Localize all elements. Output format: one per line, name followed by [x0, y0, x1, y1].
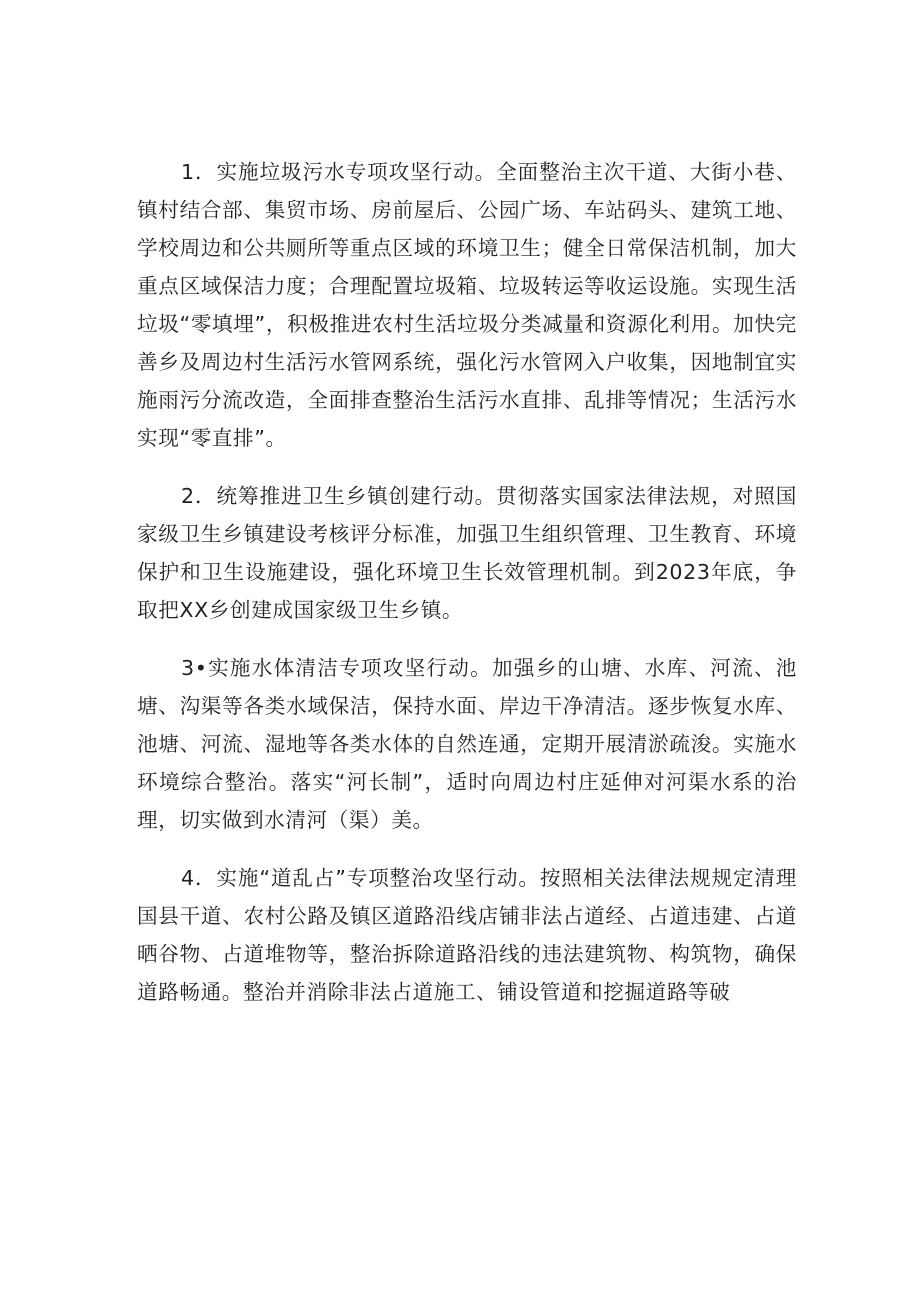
- paragraph-3: 3•实施水体清洁专项攻坚行动。加强乡的山塘、水库、河流、池塘、沟渠等各类水域保洁，保持水面、岸边干净清洁。逐步恢复水库、池塘、河流、湿地等各类水体的自然连通，定期开展清淤疏浚。实施水环境综合整治。落实“河长制”，适时向周边村庄延伸对河渠水系的治理，切实做到水清河（渠）美。: [137, 656, 797, 832]
- paragraph-4: 4．实施“道乱占”专项整治攻坚行动。按照相关法律法规规定清理国县干道、农村公路及镇区道路沿线店铺非法占道经、占道违建、占道晒谷物、占道堆物等，整治拆除道路沿线的违法建筑物、构筑物，确保道路畅通。整治并消除非法占道施工、铺设管道和挖掘道路等破: [137, 866, 797, 1004]
- document-body: [137, 153, 797, 1031]
- paragraph-2: 2．统筹推进卫生乡镇创建行动。贯彻落实国家法律法规，对照国家级卫生乡镇建设考核评分标准，加强卫生组织管理、卫生教育、环境保护和卫生设施建设，强化环境卫生长效管理机制。到2023年底，争取把XX乡创建成国家级卫生乡镇。: [137, 484, 797, 622]
- paragraph-1: 1．实施垃圾污水专项攻坚行动。全面整治主次干道、大街小巷、镇村结合部、集贸市场、房前屋后、公园广场、车站码头、建筑工地、学校周边和公共厕所等重点区域的环境卫生；健全日常保洁机制，加大重点区域保洁力度；合理配置垃圾箱、垃圾转运等收运设施。实现生活垃圾“零填埋”，积极推进农村生活垃圾分类减量和资源化利用。加快完善乡及周边村生活污水管网系统，强化污水管网入户收集，因地制宜实施雨污分流改造，全面排查整治生活污水直排、乱排等情况；生活污水实现“零直排”。: [137, 160, 797, 450]
